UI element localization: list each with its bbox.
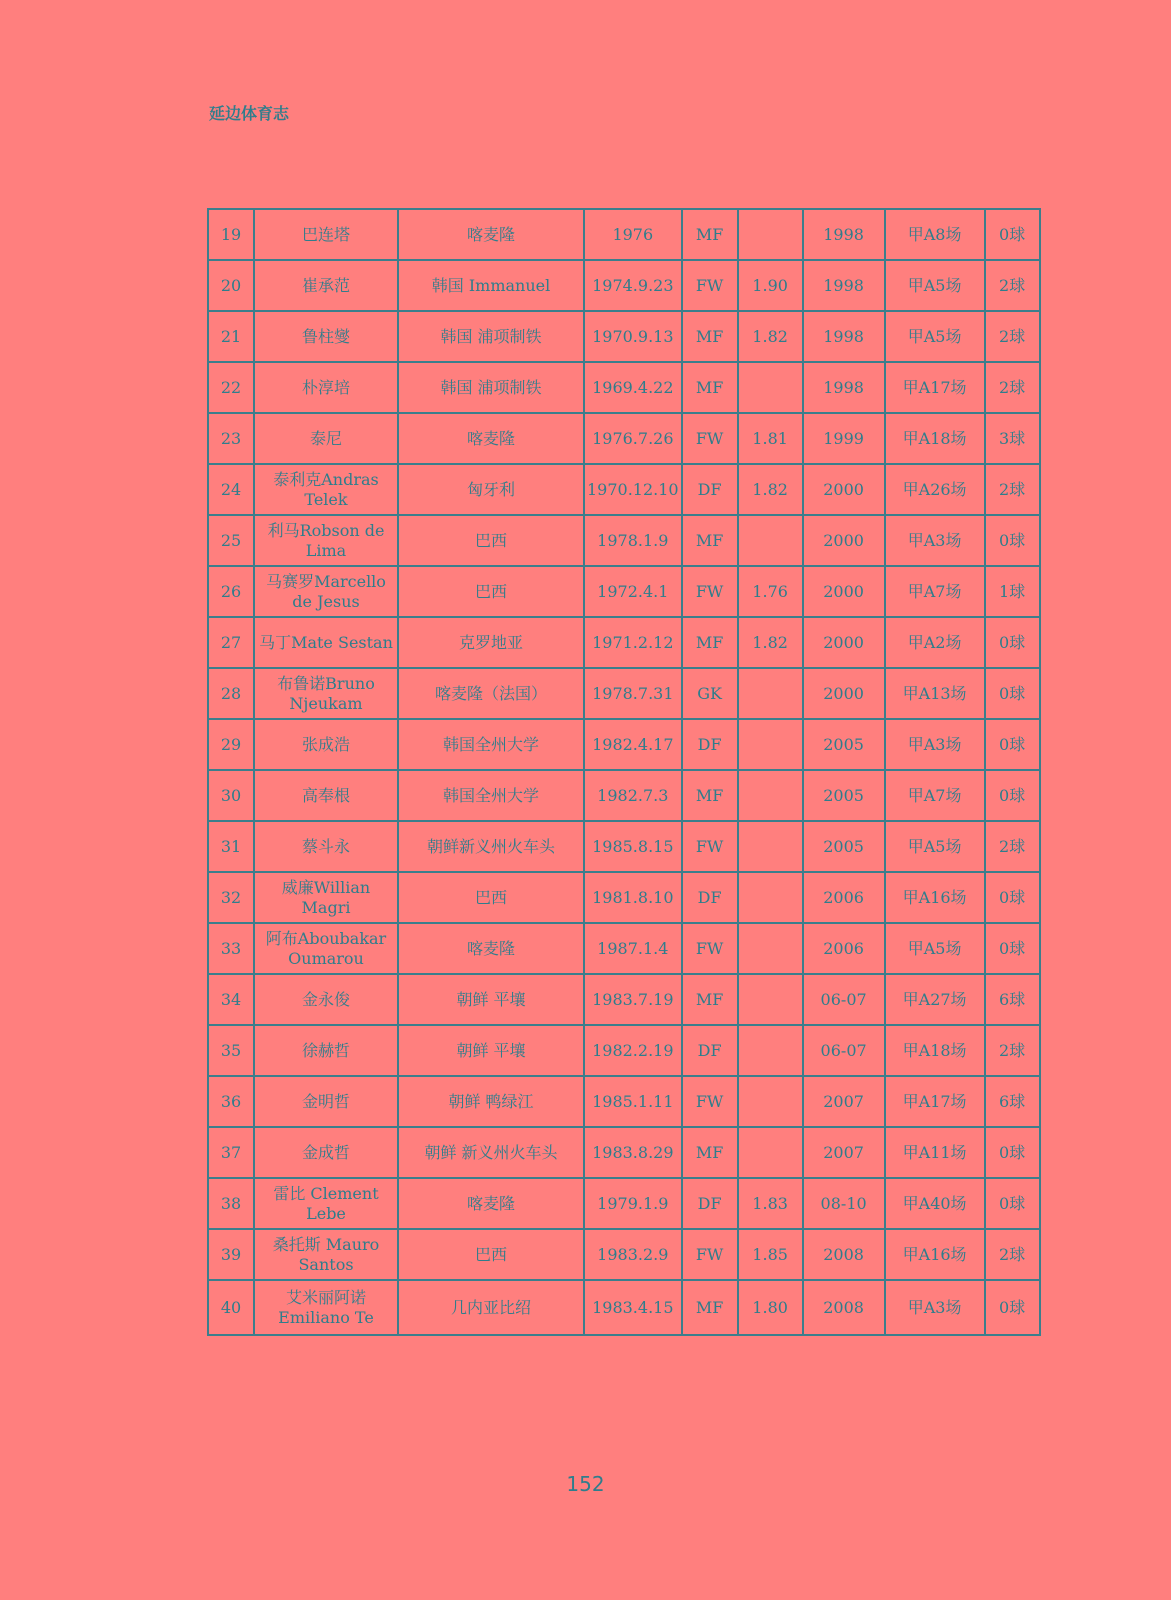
cell-origin: 克罗地亚 xyxy=(398,617,584,668)
cell-player-name: 徐赫哲 xyxy=(254,1025,398,1076)
cell-appearances: 甲A5场 xyxy=(885,923,985,974)
cell-birth-date: 1978.1.9 xyxy=(584,515,682,566)
cell-appearances: 甲A5场 xyxy=(885,260,985,311)
cell-goals: 0球 xyxy=(985,209,1040,260)
cell-player-name: 金永俊 xyxy=(254,974,398,1025)
cell-origin: 韩国 Immanuel xyxy=(398,260,584,311)
cell-appearances: 甲A7场 xyxy=(885,770,985,821)
cell-appearances: 甲A40场 xyxy=(885,1178,985,1229)
cell-appearances: 甲A3场 xyxy=(885,719,985,770)
cell-origin: 韩国 浦项制铁 xyxy=(398,311,584,362)
cell-height xyxy=(738,974,803,1025)
cell-origin: 几内亚比绍 xyxy=(398,1280,584,1335)
cell-goals: 0球 xyxy=(985,923,1040,974)
table-row xyxy=(208,1025,1040,1076)
cell-goals: 2球 xyxy=(985,362,1040,413)
cell-height: 1.80 xyxy=(738,1280,803,1335)
cell-origin: 巴西 xyxy=(398,1229,584,1280)
cell-appearances: 甲A26场 xyxy=(885,464,985,515)
cell-birth-date: 1982.7.3 xyxy=(584,770,682,821)
cell-position: DF xyxy=(682,464,738,515)
cell-row-number: 35 xyxy=(208,1025,254,1076)
cell-origin: 喀麦隆 xyxy=(398,413,584,464)
cell-row-number: 29 xyxy=(208,719,254,770)
cell-height: 1.82 xyxy=(738,464,803,515)
cell-origin: 朝鲜新义州火车头 xyxy=(398,821,584,872)
cell-year: 08-10 xyxy=(803,1178,885,1229)
cell-player-name: 马丁Mate Sestan xyxy=(254,617,398,668)
cell-position: MF xyxy=(682,311,738,362)
cell-goals: 0球 xyxy=(985,872,1040,923)
cell-player-name: 崔承范 xyxy=(254,260,398,311)
cell-year: 06-07 xyxy=(803,974,885,1025)
cell-appearances: 甲A5场 xyxy=(885,821,985,872)
cell-appearances: 甲A5场 xyxy=(885,311,985,362)
table-row xyxy=(208,566,1040,617)
cell-appearances: 甲A17场 xyxy=(885,1076,985,1127)
cell-birth-date: 1985.1.11 xyxy=(584,1076,682,1127)
cell-appearances: 甲A18场 xyxy=(885,413,985,464)
cell-row-number: 27 xyxy=(208,617,254,668)
cell-height xyxy=(738,515,803,566)
cell-row-number: 30 xyxy=(208,770,254,821)
cell-birth-date: 1983.7.19 xyxy=(584,974,682,1025)
cell-row-number: 31 xyxy=(208,821,254,872)
cell-position: MF xyxy=(682,770,738,821)
cell-goals: 2球 xyxy=(985,311,1040,362)
cell-year: 2000 xyxy=(803,464,885,515)
table-row xyxy=(208,923,1040,974)
cell-height xyxy=(738,1076,803,1127)
cell-year: 1998 xyxy=(803,311,885,362)
cell-birth-date: 1971.2.12 xyxy=(584,617,682,668)
cell-height xyxy=(738,1025,803,1076)
cell-height xyxy=(738,719,803,770)
cell-origin: 朝鲜 平壤 xyxy=(398,1025,584,1076)
cell-height: 1.82 xyxy=(738,617,803,668)
cell-row-number: 37 xyxy=(208,1127,254,1178)
cell-birth-date: 1969.4.22 xyxy=(584,362,682,413)
cell-origin: 喀麦隆 xyxy=(398,209,584,260)
cell-height xyxy=(738,923,803,974)
cell-height xyxy=(738,1127,803,1178)
cell-year: 2000 xyxy=(803,566,885,617)
table-row xyxy=(208,719,1040,770)
cell-birth-date: 1983.2.9 xyxy=(584,1229,682,1280)
cell-player-name: 泰尼 xyxy=(254,413,398,464)
cell-goals: 2球 xyxy=(985,821,1040,872)
table-row xyxy=(208,821,1040,872)
cell-player-name: 蔡斗永 xyxy=(254,821,398,872)
cell-year: 1998 xyxy=(803,260,885,311)
cell-row-number: 28 xyxy=(208,668,254,719)
cell-origin: 韩国全州大学 xyxy=(398,770,584,821)
cell-birth-date: 1979.1.9 xyxy=(584,1178,682,1229)
players-table xyxy=(207,208,1041,1336)
cell-row-number: 34 xyxy=(208,974,254,1025)
cell-appearances: 甲A8场 xyxy=(885,209,985,260)
table-row xyxy=(208,1229,1040,1280)
cell-year: 2000 xyxy=(803,515,885,566)
cell-origin: 韩国 浦项制铁 xyxy=(398,362,584,413)
cell-year: 1998 xyxy=(803,209,885,260)
cell-position: MF xyxy=(682,209,738,260)
cell-origin: 朝鲜 平壤 xyxy=(398,974,584,1025)
table-row xyxy=(208,209,1040,260)
cell-birth-date: 1972.4.1 xyxy=(584,566,682,617)
cell-player-name: 马赛罗Marcello de Jesus xyxy=(254,566,398,617)
cell-goals: 2球 xyxy=(985,1025,1040,1076)
cell-player-name: 阿布Aboubakar Oumarou xyxy=(254,923,398,974)
cell-origin: 喀麦隆（法国） xyxy=(398,668,584,719)
cell-row-number: 24 xyxy=(208,464,254,515)
cell-position: DF xyxy=(682,872,738,923)
cell-height xyxy=(738,770,803,821)
cell-player-name: 威廉Willian Magri xyxy=(254,872,398,923)
table-row xyxy=(208,464,1040,515)
cell-year: 2005 xyxy=(803,821,885,872)
cell-goals: 0球 xyxy=(985,1178,1040,1229)
cell-year: 2008 xyxy=(803,1280,885,1335)
cell-player-name: 布鲁诺Bruno Njeukam xyxy=(254,668,398,719)
cell-position: MF xyxy=(682,1127,738,1178)
cell-position: FW xyxy=(682,821,738,872)
players-table-body xyxy=(208,209,1040,1335)
cell-appearances: 甲A16场 xyxy=(885,872,985,923)
table-row xyxy=(208,260,1040,311)
cell-player-name: 艾米丽阿诺 Emiliano Te xyxy=(254,1280,398,1335)
cell-year: 2000 xyxy=(803,617,885,668)
cell-position: GK xyxy=(682,668,738,719)
table-row xyxy=(208,1178,1040,1229)
cell-goals: 6球 xyxy=(985,974,1040,1025)
cell-player-name: 巴连塔 xyxy=(254,209,398,260)
cell-appearances: 甲A2场 xyxy=(885,617,985,668)
cell-height xyxy=(738,362,803,413)
cell-player-name: 高奉根 xyxy=(254,770,398,821)
cell-goals: 2球 xyxy=(985,260,1040,311)
cell-row-number: 40 xyxy=(208,1280,254,1335)
cell-position: MF xyxy=(682,974,738,1025)
cell-player-name: 泰利克Andras Telek xyxy=(254,464,398,515)
cell-origin: 朝鲜 新义州火车头 xyxy=(398,1127,584,1178)
cell-origin: 朝鲜 鸭绿江 xyxy=(398,1076,584,1127)
cell-birth-date: 1983.4.15 xyxy=(584,1280,682,1335)
cell-height: 1.83 xyxy=(738,1178,803,1229)
cell-position: MF xyxy=(682,617,738,668)
cell-year: 2006 xyxy=(803,923,885,974)
cell-height: 1.76 xyxy=(738,566,803,617)
cell-birth-date: 1974.9.23 xyxy=(584,260,682,311)
cell-year: 1998 xyxy=(803,362,885,413)
cell-appearances: 甲A3场 xyxy=(885,1280,985,1335)
cell-player-name: 利马Robson de Lima xyxy=(254,515,398,566)
cell-appearances: 甲A13场 xyxy=(885,668,985,719)
table-row xyxy=(208,362,1040,413)
cell-birth-date: 1970.9.13 xyxy=(584,311,682,362)
cell-player-name: 金明哲 xyxy=(254,1076,398,1127)
cell-goals: 0球 xyxy=(985,719,1040,770)
cell-goals: 0球 xyxy=(985,1127,1040,1178)
cell-birth-date: 1978.7.31 xyxy=(584,668,682,719)
page-header-title: 延边体育志 xyxy=(209,104,290,123)
cell-origin: 喀麦隆 xyxy=(398,923,584,974)
cell-row-number: 32 xyxy=(208,872,254,923)
cell-position: DF xyxy=(682,1025,738,1076)
cell-row-number: 36 xyxy=(208,1076,254,1127)
cell-position: MF xyxy=(682,1280,738,1335)
cell-player-name: 桑托斯 Mauro Santos xyxy=(254,1229,398,1280)
cell-appearances: 甲A17场 xyxy=(885,362,985,413)
cell-height: 1.85 xyxy=(738,1229,803,1280)
table-row xyxy=(208,770,1040,821)
table-row xyxy=(208,974,1040,1025)
cell-origin: 匈牙利 xyxy=(398,464,584,515)
cell-position: DF xyxy=(682,1178,738,1229)
cell-row-number: 21 xyxy=(208,311,254,362)
table-row xyxy=(208,617,1040,668)
cell-height: 1.81 xyxy=(738,413,803,464)
cell-year: 2006 xyxy=(803,872,885,923)
cell-goals: 1球 xyxy=(985,566,1040,617)
cell-year: 2007 xyxy=(803,1076,885,1127)
cell-height xyxy=(738,668,803,719)
cell-year: 2005 xyxy=(803,719,885,770)
cell-birth-date: 1976 xyxy=(584,209,682,260)
cell-birth-date: 1981.8.10 xyxy=(584,872,682,923)
cell-goals: 0球 xyxy=(985,515,1040,566)
cell-origin: 巴西 xyxy=(398,872,584,923)
cell-goals: 0球 xyxy=(985,617,1040,668)
table-row xyxy=(208,413,1040,464)
cell-position: FW xyxy=(682,413,738,464)
cell-position: FW xyxy=(682,566,738,617)
cell-player-name: 朴淳培 xyxy=(254,362,398,413)
cell-origin: 巴西 xyxy=(398,566,584,617)
cell-row-number: 22 xyxy=(208,362,254,413)
cell-height xyxy=(738,209,803,260)
cell-position: MF xyxy=(682,362,738,413)
cell-position: FW xyxy=(682,260,738,311)
cell-birth-date: 1982.2.19 xyxy=(584,1025,682,1076)
cell-goals: 2球 xyxy=(985,464,1040,515)
cell-position: FW xyxy=(682,923,738,974)
page-number: 152 xyxy=(566,1472,605,1496)
cell-goals: 0球 xyxy=(985,770,1040,821)
cell-goals: 6球 xyxy=(985,1076,1040,1127)
cell-goals: 0球 xyxy=(985,1280,1040,1335)
cell-player-name: 鲁柱燮 xyxy=(254,311,398,362)
cell-year: 2005 xyxy=(803,770,885,821)
table-row xyxy=(208,1076,1040,1127)
cell-birth-date: 1983.8.29 xyxy=(584,1127,682,1178)
cell-birth-date: 1987.1.4 xyxy=(584,923,682,974)
cell-height: 1.90 xyxy=(738,260,803,311)
cell-goals: 2球 xyxy=(985,1229,1040,1280)
cell-row-number: 38 xyxy=(208,1178,254,1229)
cell-goals: 3球 xyxy=(985,413,1040,464)
cell-appearances: 甲A18场 xyxy=(885,1025,985,1076)
cell-origin: 巴西 xyxy=(398,515,584,566)
cell-player-name: 金成哲 xyxy=(254,1127,398,1178)
cell-row-number: 33 xyxy=(208,923,254,974)
cell-birth-date: 1982.4.17 xyxy=(584,719,682,770)
cell-appearances: 甲A7场 xyxy=(885,566,985,617)
cell-player-name: 雷比 Clement Lebe xyxy=(254,1178,398,1229)
cell-appearances: 甲A27场 xyxy=(885,974,985,1025)
cell-row-number: 19 xyxy=(208,209,254,260)
cell-height xyxy=(738,872,803,923)
cell-appearances: 甲A3场 xyxy=(885,515,985,566)
cell-row-number: 23 xyxy=(208,413,254,464)
table-row xyxy=(208,311,1040,362)
cell-height: 1.82 xyxy=(738,311,803,362)
cell-year: 06-07 xyxy=(803,1025,885,1076)
cell-row-number: 26 xyxy=(208,566,254,617)
cell-position: MF xyxy=(682,515,738,566)
cell-appearances: 甲A11场 xyxy=(885,1127,985,1178)
cell-goals: 0球 xyxy=(985,668,1040,719)
cell-player-name: 张成浩 xyxy=(254,719,398,770)
cell-height xyxy=(738,821,803,872)
cell-position: DF xyxy=(682,719,738,770)
cell-birth-date: 1985.8.15 xyxy=(584,821,682,872)
cell-row-number: 20 xyxy=(208,260,254,311)
cell-row-number: 39 xyxy=(208,1229,254,1280)
cell-year: 1999 xyxy=(803,413,885,464)
table-row xyxy=(208,668,1040,719)
cell-position: FW xyxy=(682,1229,738,1280)
cell-position: FW xyxy=(682,1076,738,1127)
table-row xyxy=(208,1127,1040,1178)
cell-origin: 韩国全州大学 xyxy=(398,719,584,770)
cell-year: 2008 xyxy=(803,1229,885,1280)
cell-appearances: 甲A16场 xyxy=(885,1229,985,1280)
cell-year: 2000 xyxy=(803,668,885,719)
cell-origin: 喀麦隆 xyxy=(398,1178,584,1229)
cell-birth-date: 1976.7.26 xyxy=(584,413,682,464)
table-row xyxy=(208,1280,1040,1335)
cell-birth-date: 1970.12.10 xyxy=(584,464,682,515)
cell-year: 2007 xyxy=(803,1127,885,1178)
cell-row-number: 25 xyxy=(208,515,254,566)
table-row xyxy=(208,872,1040,923)
table-row xyxy=(208,515,1040,566)
